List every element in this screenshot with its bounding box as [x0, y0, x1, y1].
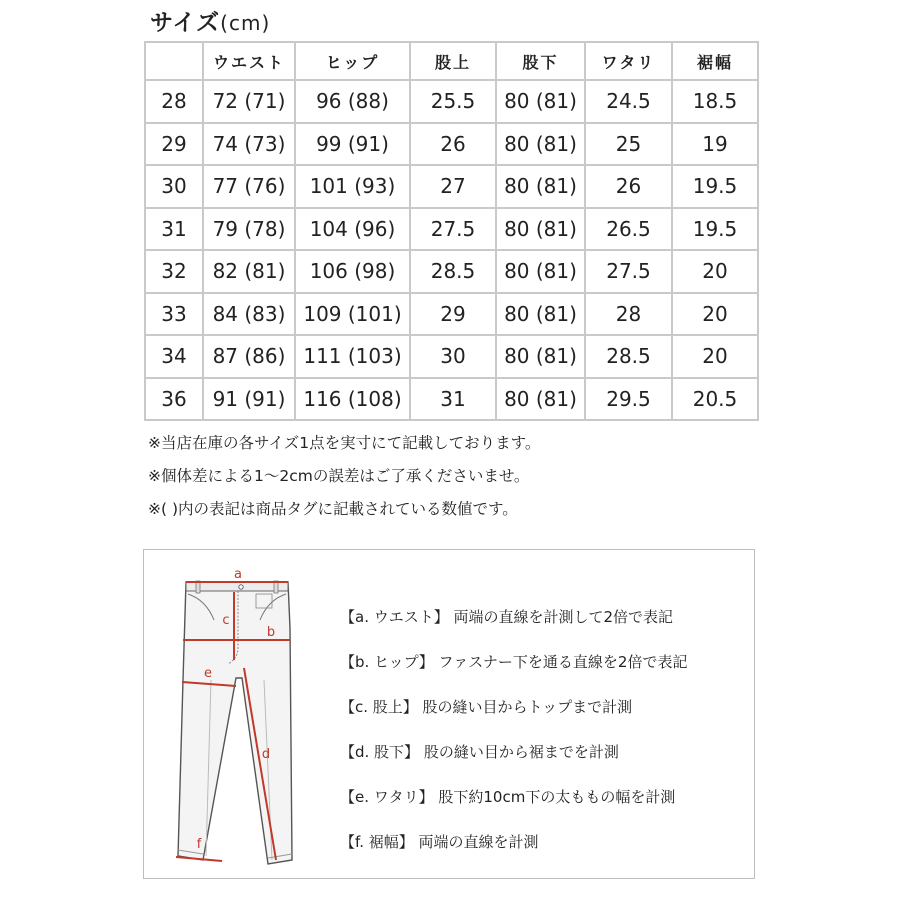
table-row [145, 293, 758, 336]
table-header-row [145, 42, 758, 80]
value-cell: 27.5 [410, 208, 496, 251]
value-cell: 80 (81) [496, 165, 585, 208]
legend-item-thigh: 【e. ワタリ】 股下約10cm下の太ももの幅を計測 [340, 788, 676, 806]
value-cell: 99 (91) [295, 123, 410, 166]
table-body [145, 80, 758, 420]
note-line: ※個体差による1～2cmの誤差はご了承くださいませ。 [148, 467, 530, 485]
legend-item-waist: 【a. ウエスト】 両端の直線を計測して2倍で表記 [340, 608, 674, 626]
header-cell-thigh: ワタリ [585, 42, 672, 80]
value-cell: 106 (98) [295, 250, 410, 293]
value-cell: 20 [672, 293, 758, 336]
table-row [145, 165, 758, 208]
measure-label-c: c [222, 613, 230, 628]
value-cell: 27.5 [585, 250, 672, 293]
size-cell: 32 [145, 250, 203, 293]
value-cell: 24.5 [585, 80, 672, 123]
size-cell: 29 [145, 123, 203, 166]
value-cell: 72 (71) [203, 80, 295, 123]
header-cell-size [145, 42, 203, 80]
size-table [144, 41, 759, 421]
value-cell: 20 [672, 250, 758, 293]
value-cell: 80 (81) [496, 250, 585, 293]
value-cell: 30 [410, 335, 496, 378]
size-cell: 33 [145, 293, 203, 336]
measure-label-d: d [261, 747, 271, 762]
value-cell: 109 (101) [295, 293, 410, 336]
size-cell: 31 [145, 208, 203, 251]
value-cell: 19.5 [672, 208, 758, 251]
button-icon [239, 585, 243, 589]
header-cell-rise: 股上 [410, 42, 496, 80]
value-cell: 82 (81) [203, 250, 295, 293]
value-cell: 28.5 [410, 250, 496, 293]
notes [148, 428, 540, 527]
measure-label-e: e [204, 666, 212, 681]
value-cell: 25 [585, 123, 672, 166]
value-cell: 19 [672, 123, 758, 166]
size-cell: 36 [145, 378, 203, 421]
table-row [145, 208, 758, 251]
value-cell: 79 (78) [203, 208, 295, 251]
size-cell: 30 [145, 165, 203, 208]
value-cell: 19.5 [672, 165, 758, 208]
value-cell: 31 [410, 378, 496, 421]
value-cell: 87 (86) [203, 335, 295, 378]
note-line: ※当店在庫の各サイズ1点を実寸にて記載しております。 [148, 434, 541, 452]
value-cell: 27 [410, 165, 496, 208]
value-cell: 116 (108) [295, 378, 410, 421]
note-line: ※( )内の表記は商品タグに記載されている数値です。 [148, 500, 518, 518]
measure-label-f: f [196, 837, 202, 852]
value-cell: 26.5 [585, 208, 672, 251]
legend-item-hip: 【b. ヒップ】 ファスナー下を通る直線を2倍で表記 [340, 653, 688, 671]
title-unit: (cm) [220, 11, 271, 35]
legend-item-hem: 【f. 裾幅】 両端の直線を計測 [340, 833, 539, 851]
value-cell: 74 (73) [203, 123, 295, 166]
measure-label-b: b [266, 625, 276, 640]
value-cell: 111 (103) [295, 335, 410, 378]
legend-item-rise: 【c. 股上】 股の縫い目からトップまで計測 [340, 698, 633, 716]
header-cell-hip: ヒップ [295, 42, 410, 80]
pants-diagram [166, 560, 316, 870]
value-cell: 96 (88) [295, 80, 410, 123]
table-row [145, 80, 758, 123]
table-row [145, 250, 758, 293]
value-cell: 29 [410, 293, 496, 336]
value-cell: 80 (81) [496, 335, 585, 378]
size-cell: 34 [145, 335, 203, 378]
value-cell: 80 (81) [496, 80, 585, 123]
value-cell: 80 (81) [496, 378, 585, 421]
title-main: サイズ [150, 10, 221, 36]
value-cell: 20.5 [672, 378, 758, 421]
value-cell: 18.5 [672, 80, 758, 123]
measure-label-a: a [234, 567, 242, 582]
value-cell: 25.5 [410, 80, 496, 123]
table-row [145, 123, 758, 166]
header-cell-waist: ウエスト [203, 42, 295, 80]
value-cell: 80 (81) [496, 123, 585, 166]
value-cell: 80 (81) [496, 293, 585, 336]
value-cell: 77 (76) [203, 165, 295, 208]
value-cell: 104 (96) [295, 208, 410, 251]
value-cell: 29.5 [585, 378, 672, 421]
table-row [145, 378, 758, 421]
value-cell: 26 [410, 123, 496, 166]
value-cell: 91 (91) [203, 378, 295, 421]
measurement-legend [340, 602, 687, 872]
header-cell-hem: 裾幅 [672, 42, 758, 80]
legend-item-inseam: 【d. 股下】 股の縫い目から裾までを計測 [340, 743, 619, 761]
size-cell: 28 [145, 80, 203, 123]
value-cell: 28 [585, 293, 672, 336]
value-cell: 28.5 [585, 335, 672, 378]
page-title [150, 4, 270, 37]
value-cell: 84 (83) [203, 293, 295, 336]
value-cell: 26 [585, 165, 672, 208]
value-cell: 20 [672, 335, 758, 378]
header-cell-inseam: 股下 [496, 42, 585, 80]
value-cell: 101 (93) [295, 165, 410, 208]
table-row [145, 335, 758, 378]
value-cell: 80 (81) [496, 208, 585, 251]
